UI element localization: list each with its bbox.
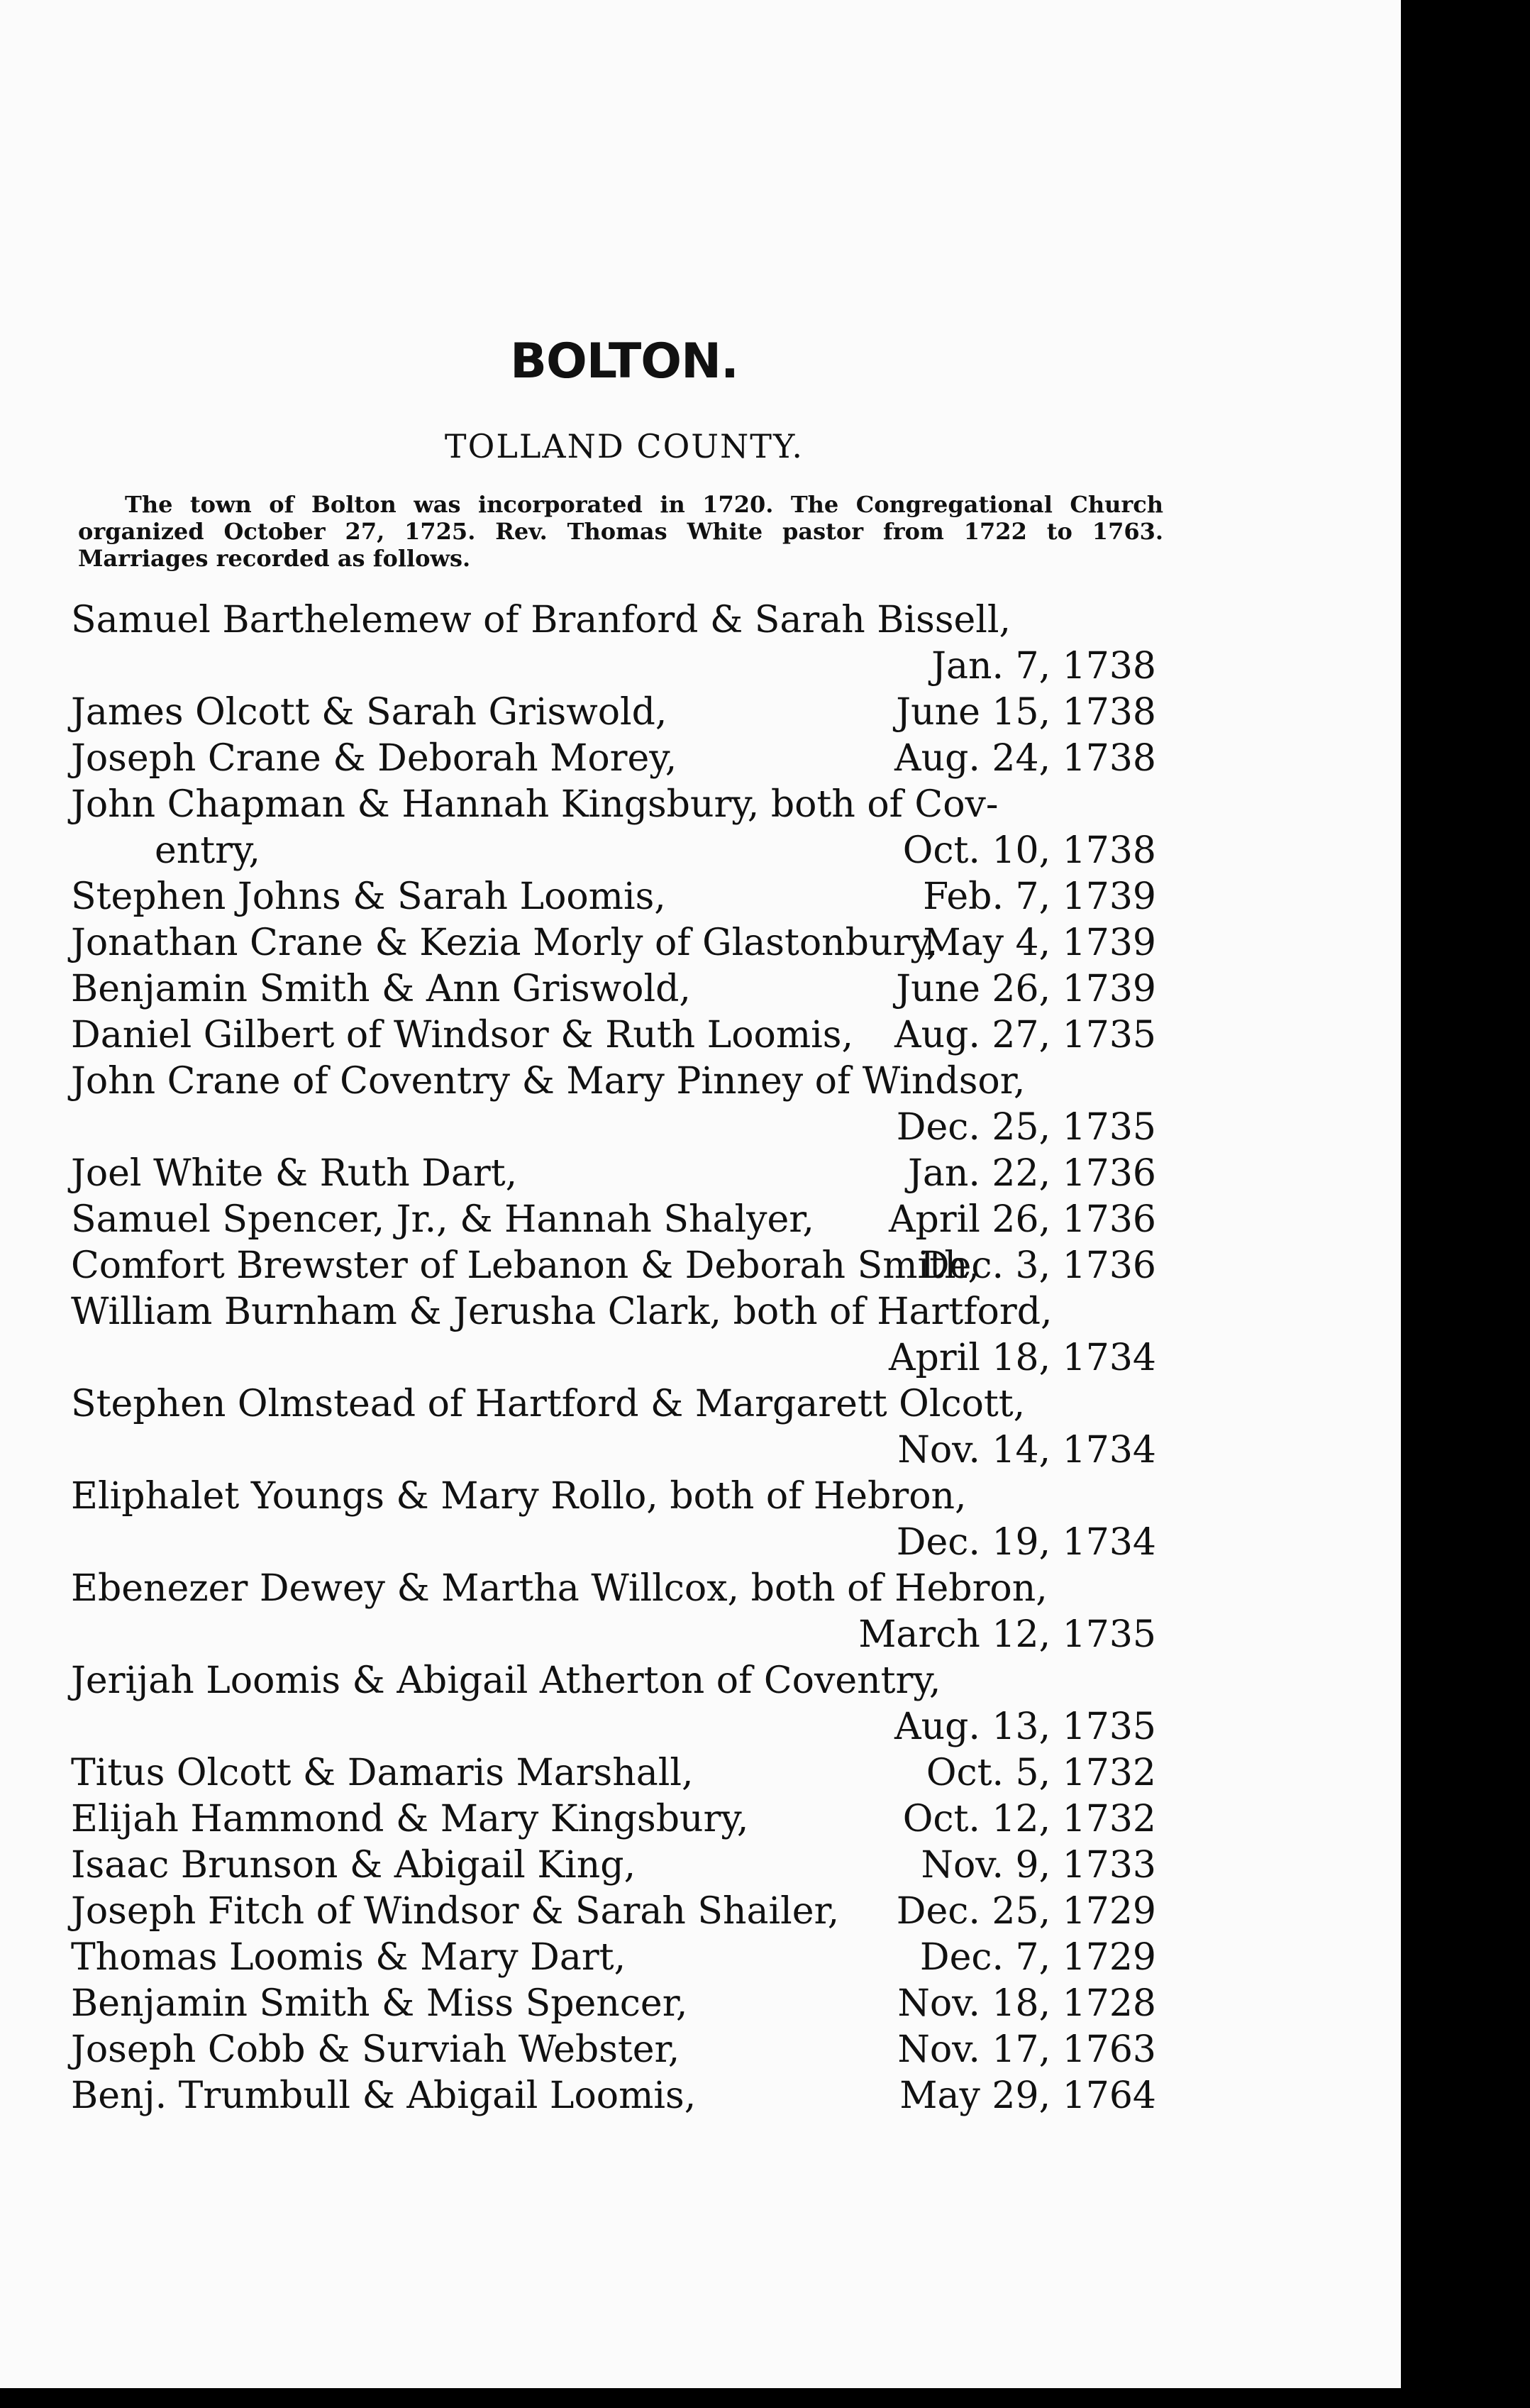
entry-names: Thomas Loomis & Mary Dart, bbox=[71, 1936, 626, 1979]
entry-names: Isaac Brunson & Abigail King, bbox=[71, 1844, 636, 1887]
marriage-entry bbox=[71, 1427, 1163, 1474]
entry-names: Joseph Crane & Deborah Morey, bbox=[71, 737, 677, 780]
entry-names: Daniel Gilbert of Windsor & Ruth Loomis, bbox=[71, 1014, 853, 1056]
entry-date: May 4, 1739 bbox=[923, 922, 1156, 964]
marriage-entry bbox=[71, 1981, 1163, 2027]
entry-date: Dec. 19, 1734 bbox=[896, 1521, 1156, 1564]
entry-names: Benjamin Smith & Miss Spencer, bbox=[71, 1982, 688, 2025]
marriage-entry bbox=[71, 597, 1163, 644]
marriage-entry bbox=[71, 1012, 1163, 1059]
entry-date: Nov. 14, 1734 bbox=[897, 1429, 1156, 1471]
marriage-entry bbox=[71, 1935, 1163, 1981]
entry-names: Stephen Olmstead of Hartford & Margarett Olcott, bbox=[71, 1383, 1026, 1425]
page-subtitle: TOLLAND COUNTY. bbox=[444, 427, 804, 465]
marriage-entry bbox=[71, 1289, 1163, 1335]
marriage-entry bbox=[71, 644, 1163, 690]
entry-date: June 26, 1739 bbox=[896, 968, 1156, 1010]
marriage-entry bbox=[71, 828, 1163, 874]
entry-date: April 18, 1734 bbox=[888, 1337, 1156, 1379]
entry-names: John Crane of Coventry & Mary Pinney of Windsor, bbox=[71, 1060, 1026, 1103]
marriage-entry bbox=[71, 1151, 1163, 1197]
entry-date: Dec. 7, 1729 bbox=[919, 1936, 1156, 1979]
entry-names: Samuel Spencer, Jr., & Hannah Shalyer, bbox=[71, 1198, 814, 1241]
entry-date: May 29, 1764 bbox=[899, 2075, 1156, 2117]
entry-date: Aug. 24, 1738 bbox=[894, 737, 1156, 780]
entry-names: William Burnham & Jerusha Clark, both of Hartford, bbox=[71, 1291, 1053, 1333]
marriage-entry bbox=[71, 736, 1163, 782]
entry-date: Nov. 9, 1733 bbox=[921, 1844, 1156, 1887]
marriage-entry bbox=[71, 1059, 1163, 1105]
entry-names: Titus Olcott & Damaris Marshall, bbox=[71, 1752, 694, 1794]
marriage-entry bbox=[71, 1889, 1163, 1935]
marriage-entry bbox=[71, 1704, 1163, 1750]
marriage-entry bbox=[71, 2027, 1163, 2073]
marriage-entry bbox=[71, 690, 1163, 736]
entry-names: Jonathan Crane & Kezia Morly of Glastonbury, bbox=[71, 922, 938, 964]
entry-names: Samuel Barthelemew of Branford & Sarah Bissell, bbox=[71, 599, 1011, 641]
entry-date: Aug. 13, 1735 bbox=[894, 1706, 1156, 1748]
entry-date: June 15, 1738 bbox=[896, 691, 1156, 734]
marriage-entry bbox=[71, 1658, 1163, 1704]
entry-names: Benjamin Smith & Ann Griswold, bbox=[71, 968, 691, 1010]
marriage-entry bbox=[71, 1243, 1163, 1289]
marriage-records-list bbox=[71, 597, 1163, 2119]
marriage-entry bbox=[71, 1750, 1163, 1796]
entry-date: Aug. 27, 1735 bbox=[894, 1014, 1156, 1056]
entry-names: John Chapman & Hannah Kingsbury, both of Cov- bbox=[71, 783, 999, 826]
marriage-entry bbox=[71, 874, 1163, 920]
entry-date: Nov. 17, 1763 bbox=[897, 2028, 1156, 2071]
marriage-entry bbox=[71, 1612, 1163, 1658]
entry-names: Joseph Fitch of Windsor & Sarah Shailer, bbox=[71, 1890, 840, 1933]
marriage-entry bbox=[71, 1843, 1163, 1889]
marriage-entry bbox=[71, 1566, 1163, 1612]
entry-names: Joel White & Ruth Dart, bbox=[71, 1152, 518, 1195]
marriage-entry bbox=[71, 1381, 1163, 1427]
marriage-entry bbox=[71, 966, 1163, 1012]
entry-date: Nov. 18, 1728 bbox=[897, 1982, 1156, 2025]
entry-names: Stephen Johns & Sarah Loomis, bbox=[71, 876, 666, 918]
entry-names: entry, bbox=[155, 829, 261, 872]
marriage-entry bbox=[71, 1335, 1163, 1381]
marriage-entry bbox=[71, 1474, 1163, 1520]
marriage-entry bbox=[71, 782, 1163, 828]
marriage-entry bbox=[71, 1796, 1163, 1843]
entry-names: Ebenezer Dewey & Martha Willcox, both of Hebron, bbox=[71, 1567, 1048, 1610]
entry-date: Jan. 7, 1738 bbox=[931, 645, 1156, 687]
entry-names: James Olcott & Sarah Griswold, bbox=[71, 691, 667, 734]
marriage-entry bbox=[71, 1520, 1163, 1566]
marriage-entry bbox=[71, 2073, 1163, 2119]
marriage-entry bbox=[71, 1105, 1163, 1151]
entry-date: Dec. 3, 1736 bbox=[919, 1244, 1156, 1287]
marriage-entry bbox=[71, 1197, 1163, 1243]
entry-names: Elijah Hammond & Mary Kingsbury, bbox=[71, 1798, 749, 1840]
entry-names: Eliphalet Youngs & Mary Rollo, both of Hebron, bbox=[71, 1475, 967, 1518]
entry-date: Oct. 10, 1738 bbox=[902, 829, 1156, 872]
entry-date: Feb. 7, 1739 bbox=[923, 876, 1156, 918]
entry-date: Oct. 5, 1732 bbox=[926, 1752, 1156, 1794]
entry-names: Comfort Brewster of Lebanon & Deborah Smith, bbox=[71, 1244, 980, 1287]
entry-names: Benj. Trumbull & Abigail Loomis, bbox=[71, 2075, 697, 2117]
entry-date: Dec. 25, 1729 bbox=[896, 1890, 1156, 1933]
entry-date: April 26, 1736 bbox=[888, 1198, 1156, 1241]
entry-names: Joseph Cobb & Surviah Webster, bbox=[71, 2028, 680, 2071]
intro-paragraph: The town of Bolton was incorporated in 1720. The Congregational Church organized October 27, 1725. Rev. Thomas White pastor from 1722 to 1763. Marriages recorded as follows. bbox=[78, 491, 1163, 572]
entry-date: Jan. 22, 1736 bbox=[908, 1152, 1156, 1195]
entry-date: Dec. 25, 1735 bbox=[896, 1106, 1156, 1149]
entry-date: March 12, 1735 bbox=[858, 1613, 1156, 1656]
marriage-entry bbox=[71, 920, 1163, 966]
entry-names: Jerijah Loomis & Abigail Atherton of Coventry, bbox=[71, 1659, 941, 1702]
page-title: BOLTON. bbox=[510, 333, 738, 390]
entry-date: Oct. 12, 1732 bbox=[902, 1798, 1156, 1840]
